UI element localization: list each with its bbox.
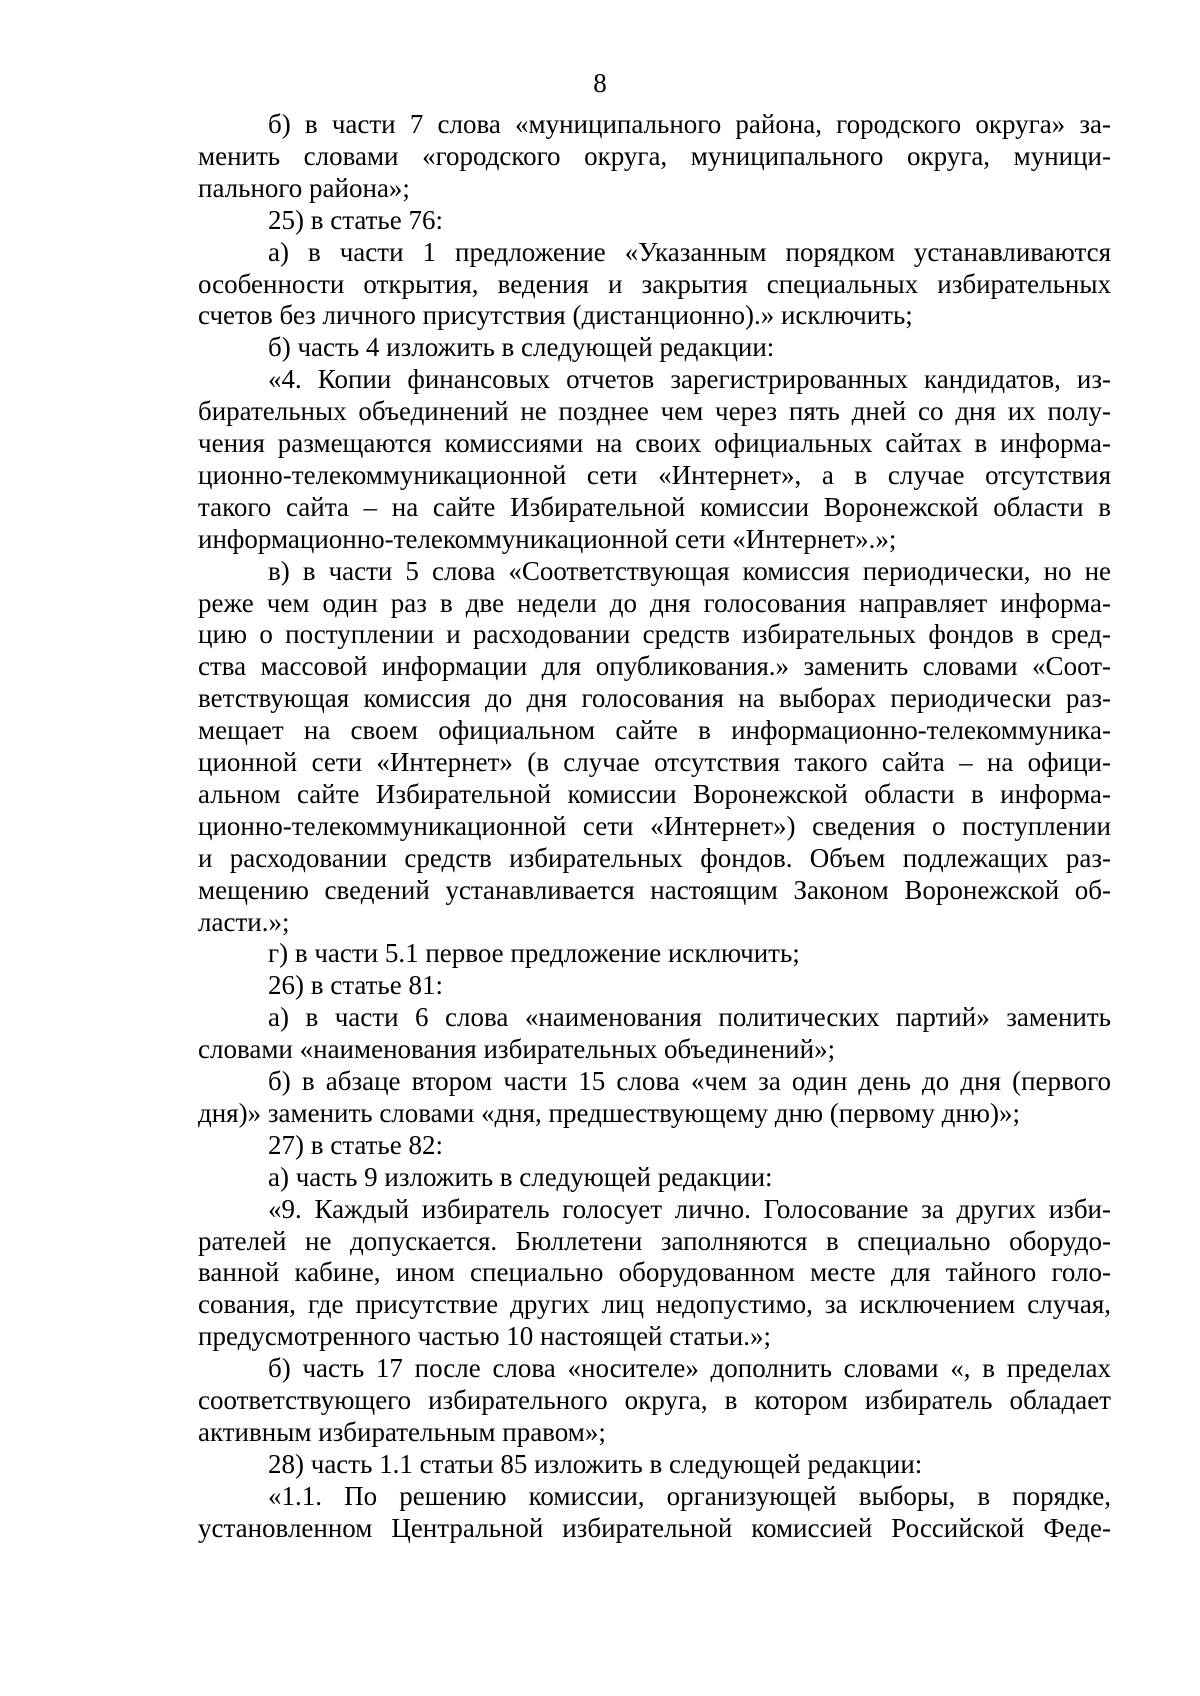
text-line: 26) в статье 81:	[268, 970, 443, 1001]
text-line: активным избирательным правом»;	[198, 1416, 606, 1447]
text-line: бирательных объединений не позднее чем через пять дней со дня их полу-	[198, 396, 1111, 427]
text-line: ционно-телекоммуникационной сети «Интернет») сведения о поступлении	[198, 810, 1111, 841]
text-line: дня)» заменить словами «дня, предшествующему дню (первому дню)»;	[198, 1097, 1020, 1128]
text-line: а) часть 9 изложить в следующей редакции:	[268, 1161, 773, 1192]
text-line: «9. Каждый избиратель голосует лично. Голосование за других изби-	[268, 1193, 1111, 1224]
text-line: б) в части 7 слова «муниципального района, городского округа» за-	[268, 109, 1111, 139]
text-line: словами «наименования избирательных объединений»;	[198, 1034, 836, 1065]
text-line: ветствующая комиссия до дня голосования на выборах периодически раз-	[198, 683, 1111, 714]
text-line: и расходовании средств избирательных фондов. Объем подлежащих раз-	[198, 842, 1111, 873]
text-line: цию о поступлении и расходовании средств избирательных фондов в сред-	[198, 619, 1111, 650]
text-line: пального района»;	[198, 172, 410, 203]
text-line: ционной сети «Интернет» (в случае отсутствия такого сайта – на офици-	[198, 747, 1111, 777]
text-line: «1.1. По решению комиссии, организующей выборы, в порядке,	[268, 1480, 1111, 1511]
text-line: 28) часть 1.1 статьи 85 изложить в следующей редакции:	[268, 1448, 923, 1479]
text-line: установленном Центральной избирательной комиссией Российской Феде-	[198, 1512, 1111, 1543]
text-line: альном сайте Избирательной комиссии Воронежской области в информа-	[198, 778, 1111, 809]
page-number: 8	[593, 68, 607, 98]
text-line: предусмотренного частью 10 настоящей статьи.»;	[198, 1321, 771, 1352]
text-line: такого сайта – на сайте Избирательной комиссии Воронежской области в	[198, 491, 1111, 522]
text-line: б) часть 17 после слова «носителе» дополнить словами «, в пределах	[268, 1353, 1111, 1384]
text-line: в) в части 5 слова «Соответствующая комиссия периодически, но не	[268, 555, 1111, 586]
text-line: соответствующего избирательного округа, в котором избиратель обладает	[198, 1385, 1111, 1415]
text-line: ства массовой информации для опубликования.» заменить словами «Соот-	[198, 651, 1111, 682]
text-line: 27) в статье 82:	[268, 1129, 443, 1160]
text-line: информационно-телекоммуникационной сети «Интернет».»;	[198, 523, 897, 554]
text-line: а) в части 1 предложение «Указанным порядком устанавливаются	[268, 236, 1111, 267]
text-line: 25) в статье 76:	[268, 204, 443, 235]
text-line: б) часть 4 изложить в следующей редакции:	[268, 332, 775, 363]
text-line: ласти.»;	[198, 906, 290, 937]
text-line: рателей не допускается. Бюллетени заполняются в специально оборудо-	[198, 1225, 1111, 1256]
text-line: мещает на своем официальном сайте в информационно-телекоммуника-	[198, 715, 1111, 746]
text-line: г) в части 5.1 первое предложение исключить;	[268, 938, 800, 969]
text-line: б) в абзаце втором части 15 слова «чем за один день до дня (первого	[268, 1066, 1111, 1096]
text-line: особенности открытия, ведения и закрытия специальных избирательных	[198, 268, 1111, 299]
text-line: счетов без личного присутствия (дистанционно).» исключить;	[198, 300, 913, 331]
text-line: чения размещаются комиссиями на своих официальных сайтах в информа-	[198, 428, 1111, 458]
text-line: менить словами «городского округа, муниципального округа, муници-	[198, 140, 1111, 171]
text-line: а) в части 6 слова «наименования политических партий» заменить	[268, 1002, 1111, 1033]
text-line: ванной кабине, ином специально оборудованном месте для тайного голо-	[198, 1257, 1111, 1288]
text-line: ционно-телекоммуникационной сети «Интернет», а в случае отсутствия	[198, 459, 1111, 490]
text-line: сования, где присутствие других лиц недопустимо, за исключением случая,	[198, 1289, 1111, 1320]
text-line: мещению сведений устанавливается настоящим Законом Воронежской об-	[198, 874, 1111, 905]
text-line: «4. Копии финансовых отчетов зарегистрированных кандидатов, из-	[268, 364, 1111, 395]
text-line: реже чем один раз в две недели до дня голосования направляет информа-	[198, 587, 1111, 618]
